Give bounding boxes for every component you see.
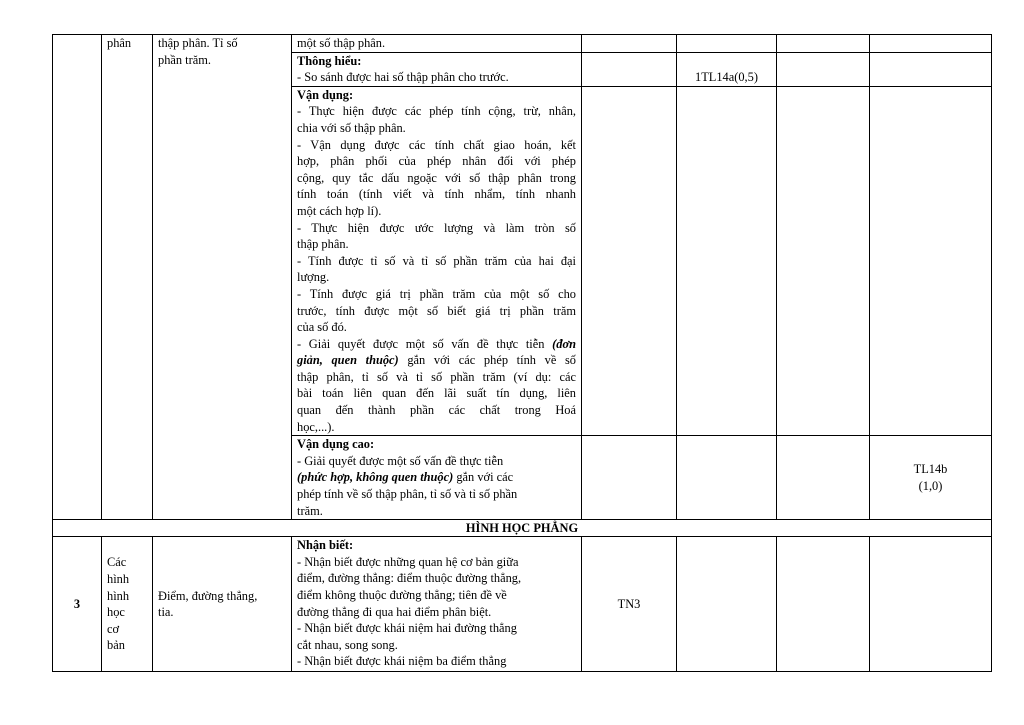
section-header-row bbox=[53, 520, 992, 537]
table-row bbox=[53, 537, 992, 672]
requirement-cell: Vận dụng: - Thực hiện được các phép tính cộng, trừ, nhân, chia với số thập phân. - Vận dụng được các tính chất giao hoán, kết hợp, phân phối của phép nhân đối với phép cộng, quy tắc dấu ngoặc với số thập phân trong tính toán (tính viết và tính nhẩm, tính nhanh một cách hợp lí). - Thực hiện được ước lượng và làm tròn số thập phân. - Tính được tỉ số và tỉ số phần trăm của hai đại lượng. - Tính được giá trị phần trăm của một số cho trước, tính được một số biết giá trị phần trăm của số đó. - Giải quyết được một số vấn đề thực tiễn (đơn giản, quen thuộc) gắn với các phép tính về số thập phân, tỉ số và tỉ số phần trăm (ví dụ: các bài toán liên quan đến lãi suất tín dụng, liên quan đến thành phần các chất trong Hoá học,...). bbox=[292, 86, 582, 435]
section-title: HÌNH HỌC PHẲNG bbox=[53, 520, 992, 537]
table-row bbox=[53, 35, 992, 53]
requirement-cell: Vận dụng cao: - Giải quyết được một số vấn đề thực tiễn (phức hợp, không quen thuộc) gắn với các phép tính về số thập phân, tỉ số và tỉ số phần trăm. bbox=[292, 436, 582, 520]
topic-cell: phân bbox=[102, 35, 153, 520]
requirement-cell: một số thập phân. bbox=[292, 35, 582, 53]
mark-cell: TL14b (1,0) bbox=[870, 436, 992, 520]
content-cell: thập phân. Tỉ số phần trăm. bbox=[153, 35, 292, 520]
topic-cell: Các hình hình học cơ bản bbox=[102, 537, 153, 672]
requirement-cell: Nhận biết: - Nhận biết được những quan hệ cơ bản giữa điểm, đường thẳng: điểm thuộc đường thẳng, điểm không thuộc đường thẳng; tiên đề về đường thẳng đi qua hai điểm phân biệt. - Nhận biết được khái niệm hai đường thẳng cắt nhau, song song. - Nhận biết được khái niệm ba điểm thẳng bbox=[292, 537, 582, 672]
content-cell: Điểm, đường thẳng, tia. bbox=[153, 537, 292, 672]
mark-cell: 1TL14a(0,5) bbox=[677, 52, 777, 86]
stt-cell bbox=[53, 35, 102, 520]
stt-cell: 3 bbox=[53, 537, 102, 672]
requirement-cell: Thông hiểu: - So sánh được hai số thập phân cho trước. bbox=[292, 52, 582, 86]
assessment-matrix-table bbox=[52, 34, 992, 672]
mark-cell: TN3 bbox=[582, 537, 677, 672]
